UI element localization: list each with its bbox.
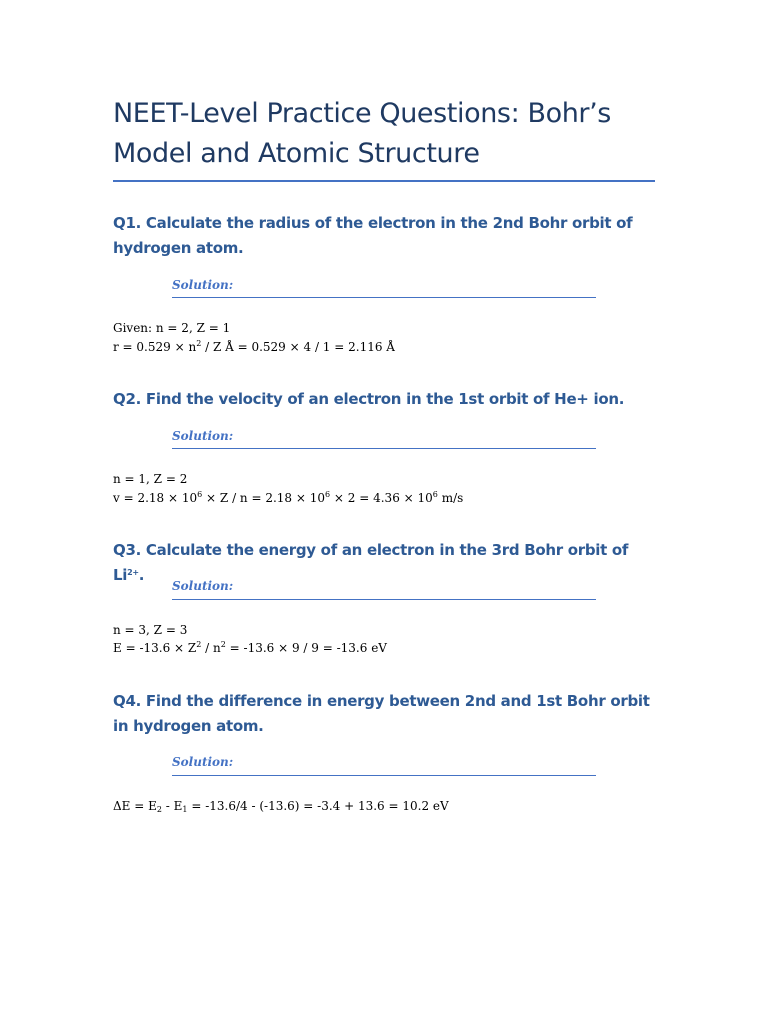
answer-text: × 2 = 4.36 × 10 (330, 491, 433, 505)
answer-text: - E (161, 799, 183, 813)
answer-text: / Z Å = 0.529 × 4 / 1 = 2.116 Å (201, 340, 395, 354)
subscript: 2 (156, 805, 162, 814)
question-3-end: . (138, 566, 145, 584)
answer-text: / n (201, 641, 221, 655)
solution-label-2: Solution: (172, 429, 234, 443)
superscript: 2 (196, 640, 202, 649)
subscript: 1 (182, 805, 188, 814)
answer-text: = -13.6/4 - (-13.6) = -3.4 + 13.6 = 10.2 eV (187, 799, 449, 813)
solution-divider-2 (172, 448, 596, 449)
superscript: 2 (196, 339, 202, 348)
solution-divider-1 (172, 297, 596, 298)
superscript: 6 (432, 490, 438, 499)
answer-text: = -13.6 × 9 / 9 = -13.6 eV (225, 641, 387, 655)
solution-label-4: Solution: (172, 755, 234, 769)
question-3-superscript: 2+ (127, 568, 139, 577)
answer-line-3-1 (113, 622, 187, 638)
answer-line-1-1 (113, 320, 230, 336)
solution-divider-4 (172, 775, 596, 776)
answer-text: m/s (437, 491, 464, 505)
superscript: 2 (220, 640, 226, 649)
answer-text: Given: n = 2, Z = 1 (113, 321, 231, 335)
superscript: 6 (197, 490, 203, 499)
answer-text: × Z / n = 2.18 × 10 (202, 491, 326, 505)
answer-line-1-2 (113, 339, 395, 355)
answer-line-3-2 (113, 640, 387, 656)
solution-label-1: Solution: (172, 278, 234, 292)
answer-line-2-1 (113, 471, 187, 487)
answer-text: v = 2.18 × 10 (113, 491, 198, 505)
answer-line-2-2 (113, 490, 463, 506)
question-1: Q1. Calculate the radius of the electron in the 2nd Bohr orbit of hydrogen atom. (113, 214, 633, 257)
answer-text: ΔE = E (113, 799, 157, 813)
solution-label-3: Solution: (172, 579, 234, 593)
superscript: 6 (325, 490, 331, 499)
answer-text: n = 1, Z = 2 (113, 472, 188, 486)
answer-text: E = -13.6 × Z (113, 641, 197, 655)
question-2: Q2. Find the velocity of an electron in the 1st orbit of He+ ion. (113, 390, 625, 408)
answer-text: r = 0.529 × n (113, 340, 197, 354)
title-divider (113, 180, 655, 182)
solution-divider-3 (172, 599, 596, 600)
answer-line-4-1 (113, 798, 449, 814)
document-title: NEET-Level Practice Questions: Bohr’s Model and Atomic Structure (113, 98, 611, 169)
question-3-text: Q3. Calculate the energy of an electron in the 3rd Bohr orbit of Li (113, 541, 629, 584)
question-4: Q4. Find the difference in energy between 2nd and 1st Bohr orbit in hydrogen atom. (113, 692, 650, 735)
answer-text: n = 3, Z = 3 (113, 623, 188, 637)
